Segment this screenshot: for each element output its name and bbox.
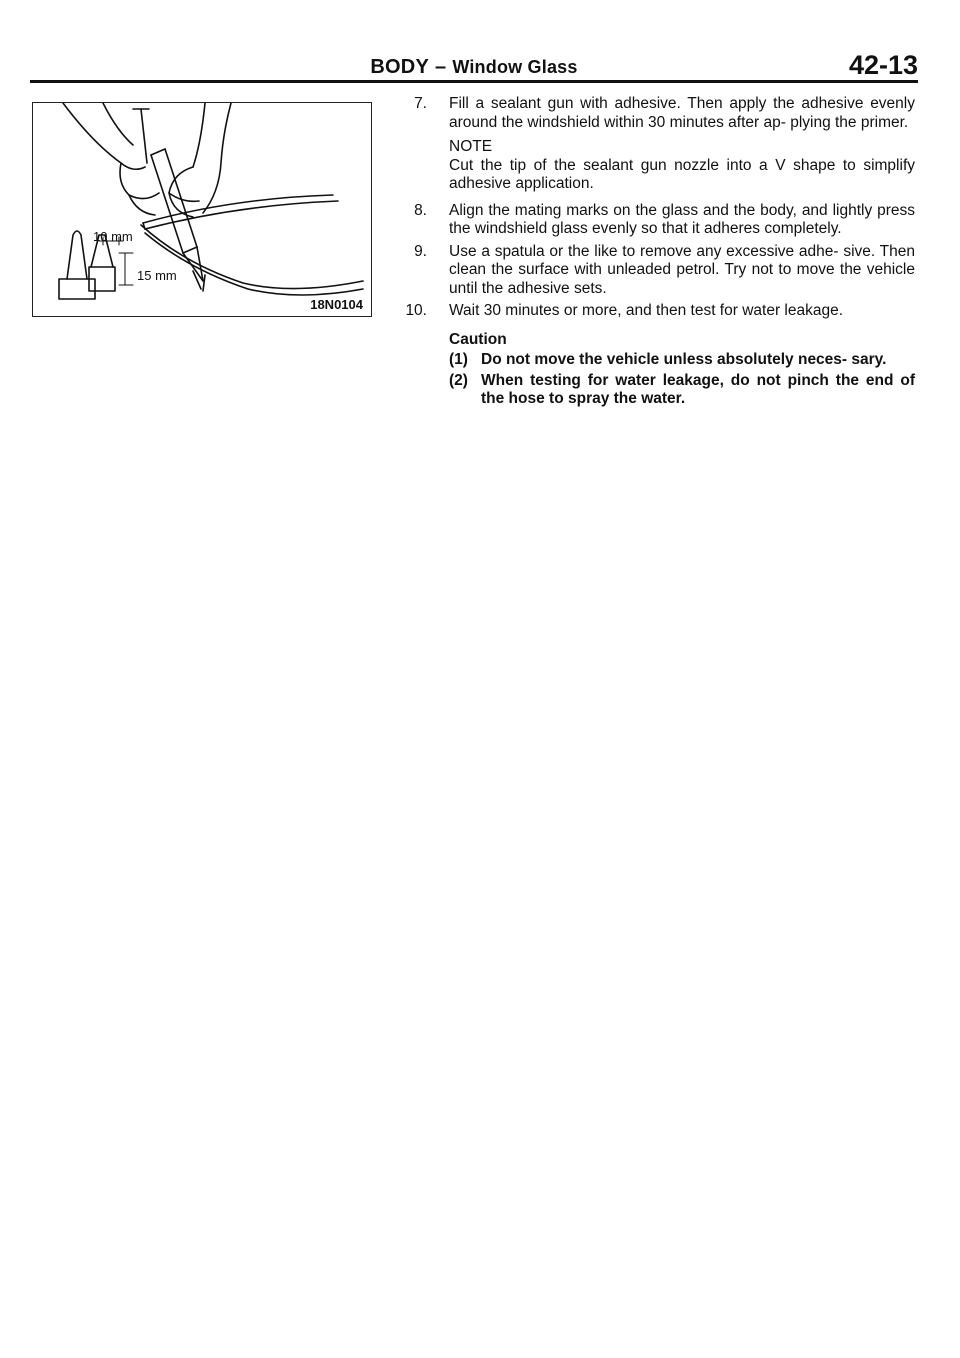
subsection-title: Window Glass xyxy=(452,57,578,77)
step-text: Align the mating marks on the glass and the body, and lightly press the windshield glass evenly so that it adheres completely. xyxy=(449,201,915,237)
caution-text: Do not move the vehicle unless absolutely neces- sary. xyxy=(481,351,887,368)
illustration-sealant-gun xyxy=(32,102,372,317)
step-text: Use a spatula or the like to remove any excessive adhe- sive. Then clean the surface with unleaded petrol. Try not to move the vehicle until the adhesive sets. xyxy=(449,242,915,297)
caution-item-2 xyxy=(395,372,915,409)
caution-title: Caution xyxy=(449,330,507,348)
section-title: BODY xyxy=(370,56,429,78)
step-number: 9. xyxy=(414,242,427,260)
step-7 xyxy=(395,95,915,132)
header-rule xyxy=(30,80,918,83)
step-number: 10. xyxy=(405,302,427,319)
sealant-gun-drawing xyxy=(33,103,372,317)
note-title: NOTE xyxy=(449,138,493,155)
note-block xyxy=(395,138,915,194)
step-10 xyxy=(395,302,915,321)
step-text: Fill a sealant gun with adhesive. Then apply the adhesive evenly around the windshield within 30 minutes after ap- plying the primer. xyxy=(449,95,915,131)
header-separator: – xyxy=(435,56,447,78)
caution-item-1 xyxy=(395,351,915,370)
dimension-label-15mm: 15 mm xyxy=(137,268,177,283)
figure-code: 18N0104 xyxy=(310,297,363,312)
step-text: Wait 30 minutes or more, and then test for water leakage. xyxy=(449,302,844,319)
caution-text: When testing for water leakage, do not pinch the end of the hose to spray the water. xyxy=(481,371,915,407)
dimension-label-10mm: 10 mm xyxy=(93,229,133,244)
step-9 xyxy=(395,243,915,299)
caution-number: (1) xyxy=(449,351,468,368)
page-number: 42-13 xyxy=(848,50,918,80)
header-title xyxy=(30,56,918,79)
caution-number: (2) xyxy=(449,371,468,389)
procedure-content xyxy=(395,95,915,409)
step-number: 7. xyxy=(414,95,427,112)
step-number: 8. xyxy=(414,201,427,219)
note-text: Cut the tip of the sealant gun nozzle into a V shape to simplify adhesive application. xyxy=(449,156,915,192)
step-8 xyxy=(395,202,915,239)
